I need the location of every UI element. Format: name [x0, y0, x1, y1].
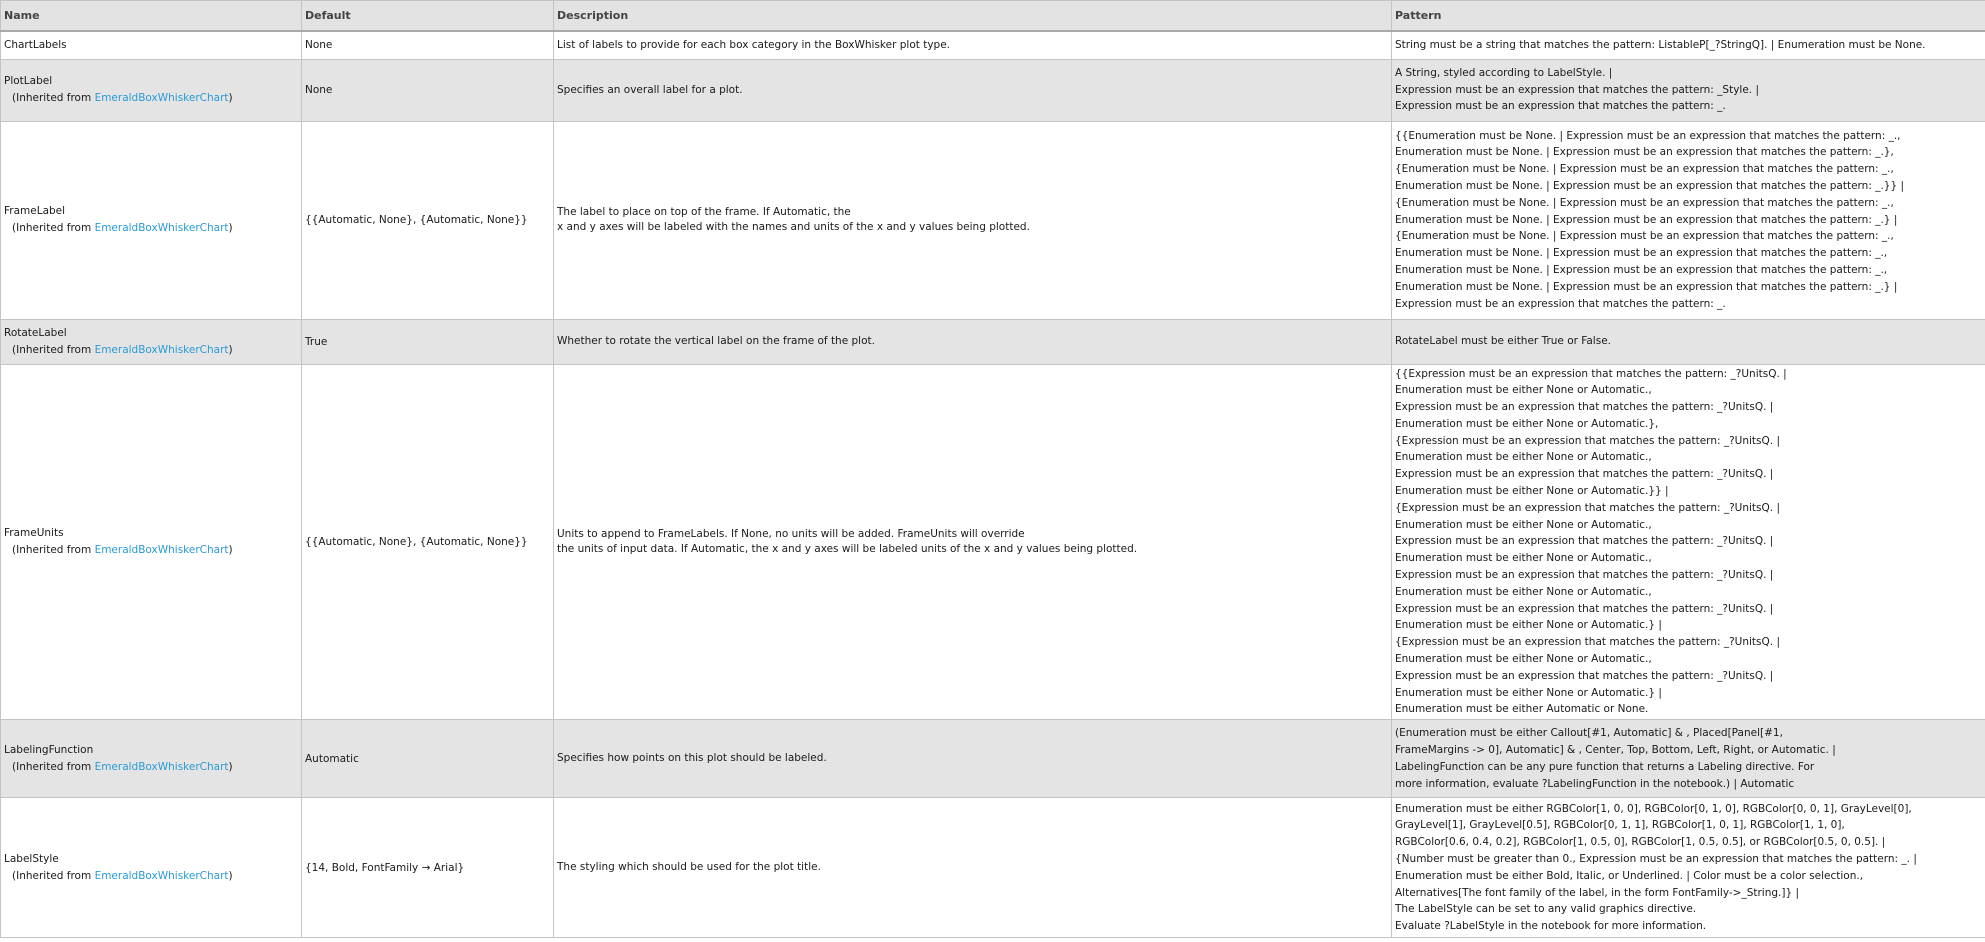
- column-header-description: Description: [554, 1, 1392, 32]
- pattern-line: The LabelStyle can be set to any valid graphics directive.: [1395, 903, 1697, 916]
- pattern-line: {Enumeration must be None. | Expression must be an expression that matches the pattern: _.,: [1395, 196, 1894, 209]
- pattern-line: Enumeration must be None. | Expression must be an expression that matches the pattern: _.}} |: [1395, 180, 1905, 192]
- header-row: [1, 1, 1985, 32]
- pattern-line: Expression must be an expression that matches the pattern: _Style. |: [1395, 83, 1760, 96]
- emeraldboxwhiskerchart-link[interactable]: EmeraldBoxWhiskerChart: [94, 760, 229, 773]
- option-default: None: [302, 31, 554, 59]
- emeraldboxwhiskerchart-link[interactable]: EmeraldBoxWhiskerChart: [94, 869, 229, 882]
- inherited-prefix: (Inherited from: [12, 222, 95, 234]
- option-default: {{Automatic, None}, {Automatic, None}}: [302, 364, 554, 720]
- pattern-line: Enumeration must be None. | Expression must be an expression that matches the pattern: _.} |: [1395, 213, 1898, 226]
- pattern-line: Expression must be an expression that matches the pattern: _.: [1395, 297, 1726, 310]
- option-description: [554, 798, 1392, 938]
- option-name-cell: [1, 364, 302, 720]
- pattern-line: RGBColor[0.6, 0.4, 0.2], RGBColor[1, 0.5, 0], RGBColor[1, 0.5, 0.5], or RGBColor[0.5, 0, 0.5]. |: [1395, 836, 1886, 849]
- pattern-line: Expression must be an expression that matches the pattern: _?UnitsQ. |: [1395, 602, 1774, 615]
- pattern-line: Enumeration must be either Automatic or None.: [1395, 703, 1649, 716]
- option-description: [554, 31, 1392, 59]
- inherited-prefix: (Inherited from: [12, 343, 95, 356]
- inherited-suffix: ): [228, 543, 233, 556]
- pattern-line: Enumeration must be either RGBColor[1, 0, 0], RGBColor[0, 1, 0], RGBColor[0, 0, 1], GrayLevel[0],: [1395, 802, 1912, 815]
- pattern-line: {Number must be greater than 0., Expression must be an expression that matches the pattern: _. |: [1395, 852, 1917, 865]
- option-name: ChartLabels: [4, 38, 67, 51]
- inherited-prefix: (Inherited from: [12, 869, 95, 882]
- table-row-rotatelabel: [1, 319, 1985, 364]
- emeraldboxwhiskerchart-link[interactable]: EmeraldBoxWhiskerChart: [94, 343, 229, 356]
- option-default: None: [302, 59, 554, 121]
- option-description: [554, 59, 1392, 121]
- pattern-line: GrayLevel[1], GrayLevel[0.5], RGBColor[0, 1, 1], RGBColor[1, 0, 1], RGBColor[1, 1, 0],: [1395, 819, 1845, 832]
- pattern-line: Enumeration must be either None or Automatic.} |: [1395, 686, 1662, 699]
- description-line: The styling which should be used for the plot title.: [557, 861, 821, 874]
- pattern-line: Expression must be an expression that matches the pattern: _?UnitsQ. |: [1395, 535, 1774, 548]
- emeraldboxwhiskerchart-link[interactable]: EmeraldBoxWhiskerChart: [94, 92, 229, 104]
- pattern-line: String must be a string that matches the pattern: ListableP[_?StringQ]. | Enumeration must be None.: [1395, 38, 1926, 51]
- option-default: {{Automatic, None}, {Automatic, None}}: [302, 121, 554, 319]
- pattern-line: Enumeration must be either None or Automatic.,: [1395, 451, 1652, 464]
- description-line: x and y axes will be labeled with the names and units of the x and y values being plotted.: [557, 221, 1030, 233]
- table-row-labelstyle: [1, 798, 1985, 938]
- pattern-line: Enumeration must be either None or Automatic.,: [1395, 518, 1652, 531]
- option-name: LabelStyle: [4, 852, 59, 865]
- pattern-line: Enumeration must be None. | Expression must be an expression that matches the pattern: _.,: [1395, 247, 1888, 260]
- option-pattern: [1392, 59, 1985, 121]
- option-default: {14, Bold, FontFamily → Arial}: [302, 798, 554, 938]
- option-name-cell: [1, 319, 302, 364]
- option-name-cell: [1, 31, 302, 59]
- inherited-note: [4, 868, 298, 885]
- pattern-line: Evaluate ?LabelStyle in the notebook for more information.: [1395, 920, 1707, 933]
- pattern-line: Expression must be an expression that matches the pattern: _?UnitsQ. |: [1395, 401, 1774, 414]
- pattern-line: FrameMargins -> 0], Automatic] & , Center, Top, Bottom, Left, Right, or Automatic. |: [1395, 743, 1836, 756]
- table-row-plotlabel: [1, 59, 1985, 121]
- option-pattern: [1392, 121, 1985, 319]
- pattern-line: LabelingFunction can be any pure function that returns a Labeling directive. For: [1395, 760, 1815, 773]
- option-description: [554, 720, 1392, 798]
- pattern-line: {Expression must be an expression that matches the pattern: _?UnitsQ. |: [1395, 636, 1780, 649]
- option-description: [554, 364, 1392, 720]
- inherited-suffix: ): [228, 92, 233, 104]
- inherited-prefix: (Inherited from: [12, 543, 95, 556]
- pattern-line: Expression must be an expression that matches the pattern: _?UnitsQ. |: [1395, 569, 1774, 582]
- inherited-note: [4, 542, 298, 559]
- pattern-line: RotateLabel must be either True or False.: [1395, 335, 1611, 348]
- option-pattern: [1392, 319, 1985, 364]
- inherited-note: [4, 342, 298, 359]
- description-line: Specifies an overall label for a plot.: [557, 83, 743, 96]
- pattern-line: {Expression must be an expression that matches the pattern: _?UnitsQ. |: [1395, 501, 1780, 514]
- option-name-cell: [1, 798, 302, 938]
- pattern-line: Enumeration must be either None or Automatic.,: [1395, 384, 1652, 397]
- option-default: Automatic: [302, 720, 554, 798]
- pattern-line: Enumeration must be None. | Expression must be an expression that matches the pattern: _.},: [1395, 146, 1894, 159]
- option-description: [554, 121, 1392, 319]
- option-name: FrameUnits: [4, 526, 64, 539]
- inherited-prefix: (Inherited from: [12, 760, 95, 773]
- option-name: LabelingFunction: [4, 743, 94, 756]
- pattern-line: more information, evaluate ?LabelingFunction in the notebook.) | Automatic: [1395, 777, 1795, 790]
- pattern-line: Alternatives[The font family of the label, in the form FontFamily->_String.]} |: [1395, 886, 1800, 899]
- pattern-line: Enumeration must be either None or Automatic.},: [1395, 417, 1659, 430]
- inherited-note: [4, 220, 298, 237]
- inherited-suffix: ): [228, 760, 233, 773]
- column-header-default: Default: [302, 1, 554, 32]
- pattern-line: Expression must be an expression that matches the pattern: _?UnitsQ. |: [1395, 468, 1774, 481]
- inherited-note: [4, 759, 298, 776]
- option-description: [554, 319, 1392, 364]
- emeraldboxwhiskerchart-link[interactable]: EmeraldBoxWhiskerChart: [94, 543, 229, 556]
- inherited-suffix: ): [228, 222, 233, 234]
- inherited-suffix: ): [228, 343, 233, 356]
- emeraldboxwhiskerchart-link[interactable]: EmeraldBoxWhiskerChart: [94, 222, 229, 234]
- pattern-line: Enumeration must be either None or Automatic.,: [1395, 552, 1652, 565]
- table-row-labelingfunction: [1, 720, 1985, 798]
- pattern-line: Enumeration must be either None or Automatic.} |: [1395, 619, 1662, 632]
- option-name-cell: [1, 59, 302, 121]
- option-pattern: [1392, 798, 1985, 938]
- option-default: True: [302, 319, 554, 364]
- pattern-line: {Expression must be an expression that matches the pattern: _?UnitsQ. |: [1395, 434, 1780, 447]
- description-line: Specifies how points on this plot should be labeled.: [557, 752, 827, 765]
- pattern-line: Expression must be an expression that matches the pattern: _.: [1395, 100, 1726, 113]
- inherited-prefix: (Inherited from: [12, 92, 95, 104]
- pattern-line: Enumeration must be either None or Automatic.}} |: [1395, 485, 1669, 498]
- pattern-line: {{Enumeration must be None. | Expression must be an expression that matches the pattern: _.,: [1395, 129, 1901, 142]
- description-line: Whether to rotate the vertical label on the frame of the plot.: [557, 335, 875, 347]
- description-line: The label to place on top of the frame. If Automatic, the: [557, 206, 851, 218]
- table-row-chartlabels: [1, 31, 1985, 59]
- option-name-cell: [1, 121, 302, 319]
- pattern-line: A String, styled according to LabelStyle. |: [1395, 66, 1613, 79]
- option-pattern: [1392, 364, 1985, 720]
- pattern-line: {Enumeration must be None. | Expression must be an expression that matches the pattern: _.,: [1395, 230, 1894, 243]
- option-pattern: [1392, 720, 1985, 798]
- inherited-note: [4, 90, 298, 107]
- inherited-suffix: ): [228, 869, 233, 882]
- option-name-cell: [1, 720, 302, 798]
- description-line: List of labels to provide for each box category in the BoxWhisker plot type.: [557, 38, 950, 51]
- column-header-name: Name: [1, 1, 302, 32]
- pattern-line: Enumeration must be either Bold, Italic, or Underlined. | Color must be a color selection.,: [1395, 869, 1864, 882]
- option-name: FrameLabel: [4, 205, 66, 217]
- table-row-frameunits: [1, 364, 1985, 720]
- pattern-line: Enumeration must be either None or Automatic.,: [1395, 585, 1652, 598]
- option-name: RotateLabel: [4, 326, 67, 339]
- column-header-pattern: Pattern: [1392, 1, 1985, 32]
- pattern-line: Enumeration must be either None or Automatic.,: [1395, 653, 1652, 666]
- pattern-line: Enumeration must be None. | Expression must be an expression that matches the pattern: _.} |: [1395, 280, 1898, 293]
- table-row-framelabel: [1, 121, 1985, 319]
- pattern-line: Expression must be an expression that matches the pattern: _?UnitsQ. |: [1395, 669, 1774, 682]
- description-line: the units of input data. If Automatic, the x and y axes will be labeled units of the x and y values being plotted.: [557, 542, 1138, 555]
- option-pattern: [1392, 31, 1985, 59]
- pattern-line: Enumeration must be None. | Expression must be an expression that matches the pattern: _.,: [1395, 263, 1888, 276]
- pattern-line: (Enumeration must be either Callout[#1, Automatic] & , Placed[Panel[#1,: [1395, 727, 1783, 740]
- pattern-line: {Enumeration must be None. | Expression must be an expression that matches the pattern: _.,: [1395, 163, 1894, 176]
- description-line: Units to append to FrameLabels. If None, no units will be added. FrameUnits will override: [557, 527, 1025, 540]
- option-name: PlotLabel: [4, 75, 53, 87]
- pattern-line: {{Expression must be an expression that matches the pattern: _?UnitsQ. |: [1395, 367, 1787, 380]
